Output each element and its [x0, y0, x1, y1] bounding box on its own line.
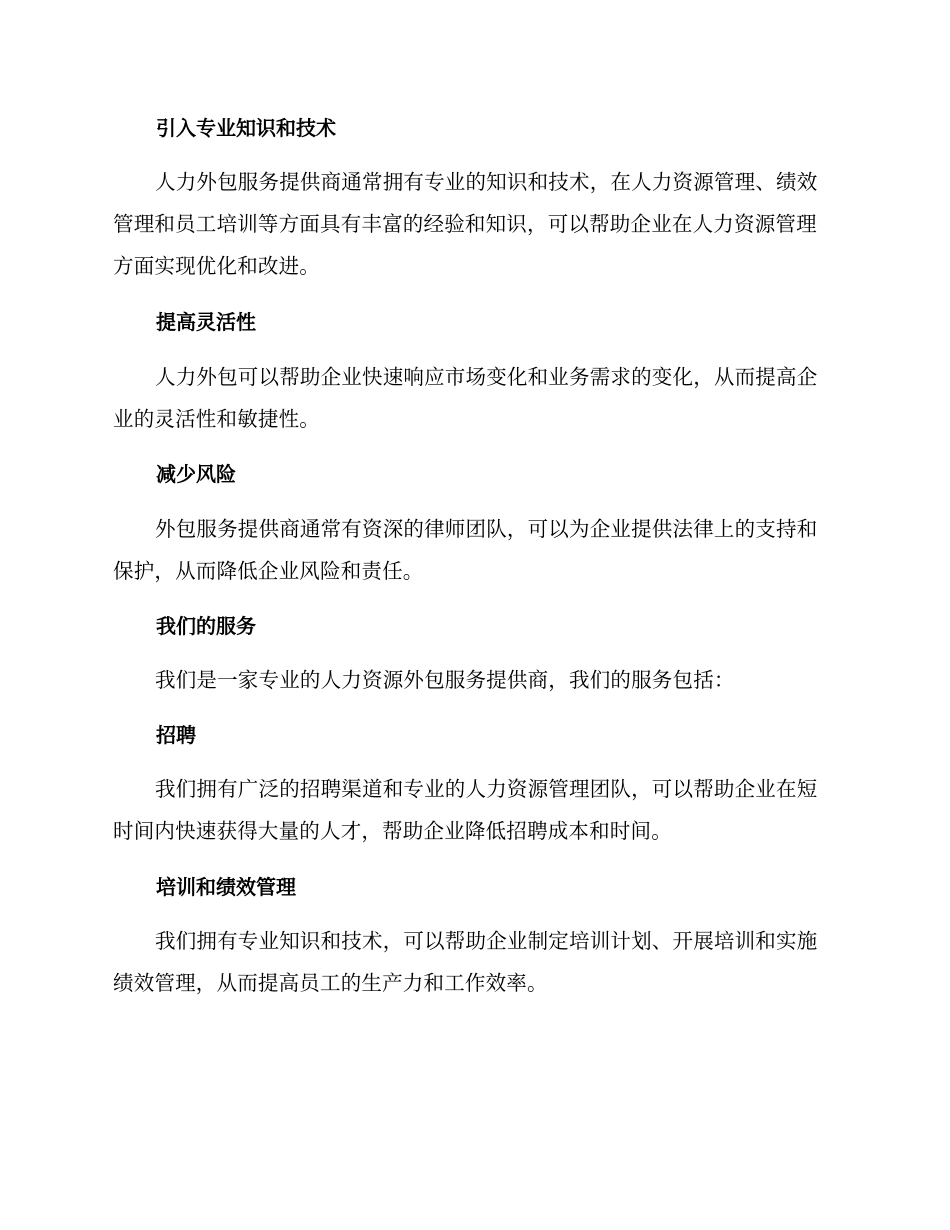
section-heading-our-services: 我们的服务 [156, 614, 256, 638]
section-heading-training: 培训和绩效管理 [156, 875, 296, 899]
section-body-risk: 外包服务提供商通常有资深的律师团队，可以为企业提供法律上的支持和保护，从而降低企业风险和责任。 [113, 517, 818, 583]
section-body-flexibility: 人力外包可以帮助企业快速响应市场变化和业务需求的变化，从而提高企业的灵活性和敏捷性。 [113, 365, 818, 431]
section-body-training: 我们拥有专业知识和技术，可以帮助企业制定培训计划、开展培训和实施绩效管理，从而提高员工的生产力和工作效率。 [113, 929, 818, 995]
section-heading-expertise: 引入专业知识和技术 [156, 116, 336, 140]
section-heading-flexibility: 提高灵活性 [156, 310, 256, 334]
section-body-our-services: 我们是一家专业的人力资源外包服务提供商，我们的服务包括： [155, 668, 735, 692]
section-body-expertise: 人力外包服务提供商通常拥有专业的知识和技术，在人力资源管理、绩效管理和员工培训等方面具有丰富的经验和知识，可以帮助企业在人力资源管理方面实现优化和改进。 [113, 170, 818, 278]
section-heading-recruitment: 招聘 [156, 723, 196, 747]
section-heading-risk: 减少风险 [156, 462, 236, 486]
section-body-recruitment: 我们拥有广泛的招聘渠道和专业的人力资源管理团队，可以帮助企业在短时间内快速获得大量的人才，帮助企业降低招聘成本和时间。 [113, 777, 818, 843]
